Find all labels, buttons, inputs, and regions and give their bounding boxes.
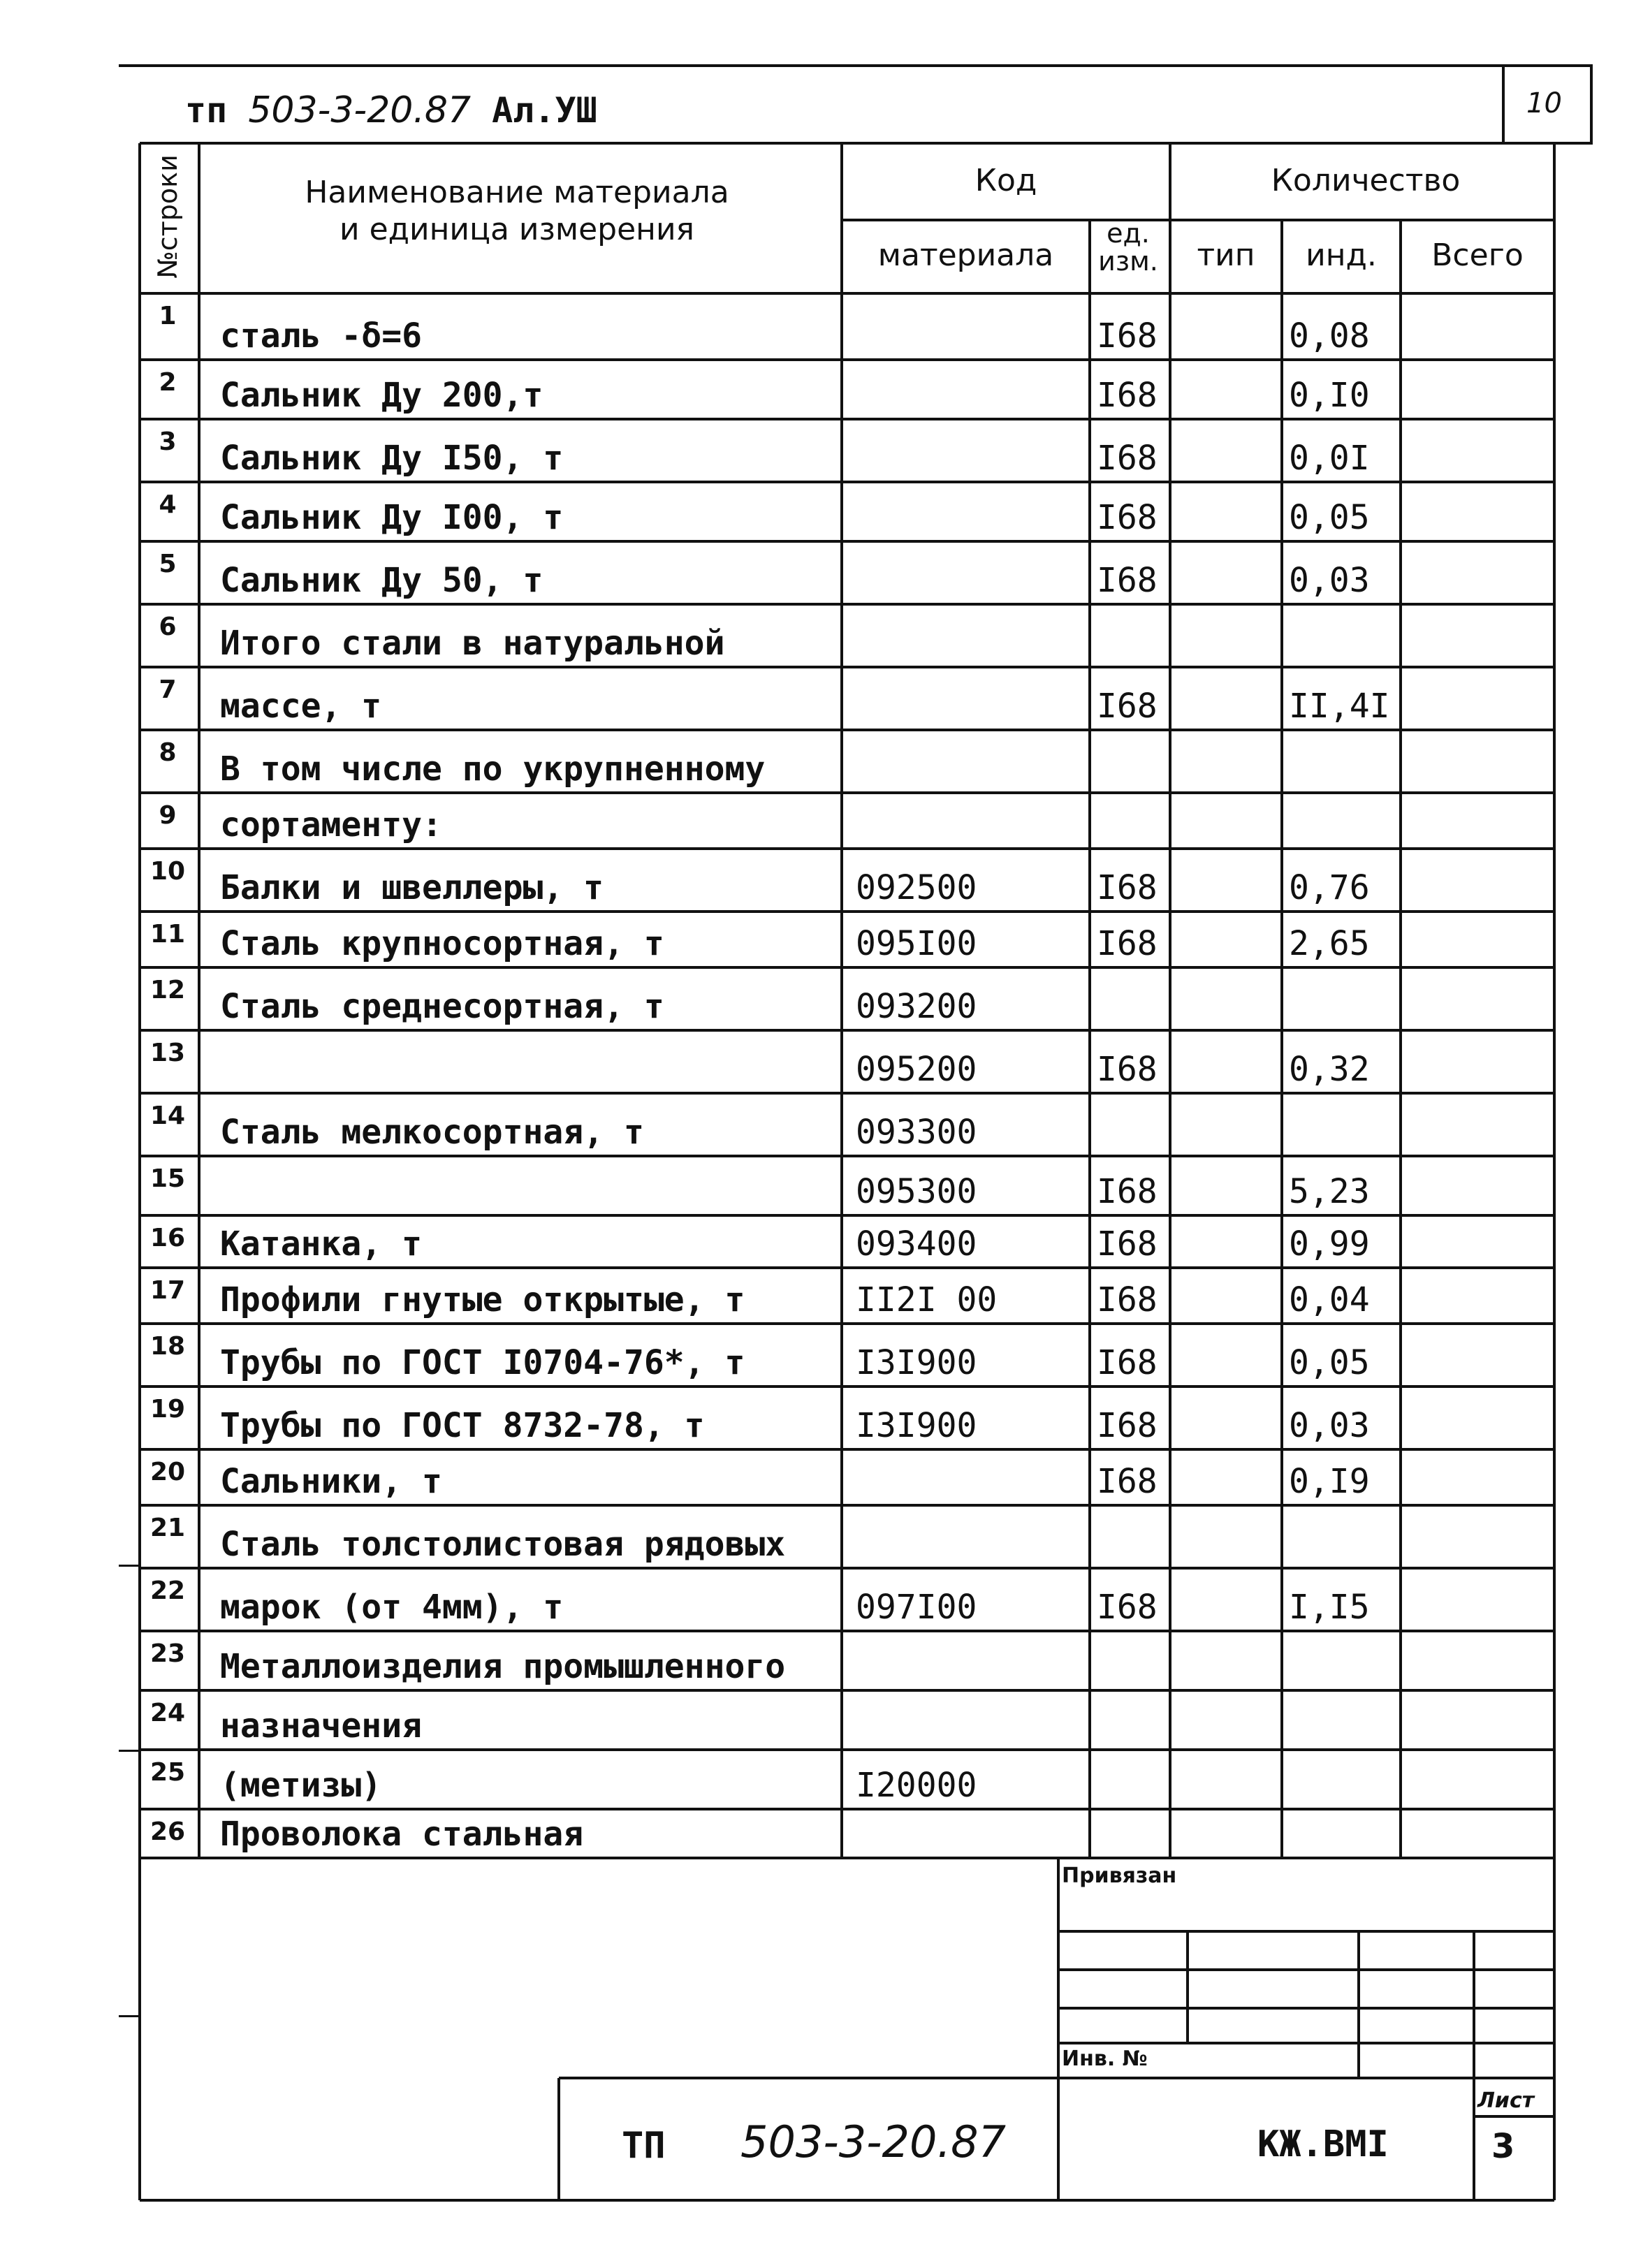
row-ind: 0,05 — [1289, 498, 1370, 537]
row-name: В том числе по укрупненному — [220, 749, 766, 789]
row-name: марок (от 4мм), т — [220, 1588, 564, 1627]
code-header: Код — [974, 163, 1037, 198]
doc-number: 503-3-20.87 — [248, 89, 472, 131]
row-ind: 0,03 — [1289, 1406, 1370, 1445]
row-unit: I68 — [1097, 561, 1158, 600]
row-code: 093200 — [856, 987, 977, 1026]
row-number: 1 — [159, 302, 177, 330]
row-number: 6 — [159, 613, 177, 641]
row-code: I20000 — [856, 1766, 977, 1805]
row-unit: I68 — [1097, 376, 1158, 415]
row-code: I3I900 — [856, 1343, 977, 1382]
sheet-number: 3 — [1491, 2127, 1515, 2166]
row-name: Сальник Ду 200,т — [220, 376, 543, 415]
row-number: 18 — [149, 1332, 186, 1361]
name-header — [210, 175, 824, 249]
row-name: Трубы по ГОСТ 8732-78, т — [220, 1406, 705, 1445]
code-material-header: материала — [877, 237, 1054, 273]
row-name: сталь -δ=6 — [220, 316, 422, 356]
name-header-line1: Наименование материала — [305, 175, 729, 210]
row-number: 23 — [149, 1639, 186, 1668]
row-number-header-text: №строки — [152, 154, 184, 279]
row-code: 095I00 — [856, 924, 977, 963]
row-unit: I68 — [1097, 1280, 1158, 1319]
row-number: 13 — [149, 1039, 186, 1067]
row-unit: I68 — [1097, 498, 1158, 537]
row-number: 16 — [149, 1224, 186, 1252]
row-name: Сталь мелкосортная, т — [220, 1113, 644, 1152]
row-name: Металлоизделия промышленного — [220, 1647, 786, 1686]
row-name: Сальник Ду I50, т — [220, 439, 564, 478]
row-number: 21 — [149, 1514, 186, 1542]
doc-suffix: Ал.УШ — [492, 90, 597, 131]
row-code: 093300 — [856, 1113, 977, 1152]
row-ind: 0,08 — [1289, 316, 1370, 356]
row-number: 19 — [149, 1395, 186, 1424]
row-unit: I68 — [1097, 1343, 1158, 1382]
row-number: 9 — [159, 801, 177, 830]
row-unit: I68 — [1097, 439, 1158, 478]
code-unit-header: ед. изм. — [1098, 218, 1158, 277]
row-number: 7 — [159, 675, 177, 704]
row-name: Балки и швеллеры, т — [220, 868, 604, 907]
row-name: Трубы по ГОСТ I0704-76*, т — [220, 1343, 745, 1382]
row-name: Проволока стальная — [220, 1815, 584, 1854]
row-number: 3 — [159, 427, 177, 456]
row-name: Сальник Ду I00, т — [220, 498, 564, 537]
row-unit: I68 — [1097, 1406, 1158, 1445]
doc-prefix: тп — [185, 90, 228, 131]
row-ind: 0,03 — [1289, 561, 1370, 600]
row-name: (метизы) — [220, 1766, 382, 1805]
row-code: 092500 — [856, 868, 977, 907]
row-unit: I68 — [1097, 1050, 1158, 1089]
row-name: Сальник Ду 50, т — [220, 561, 543, 600]
privyazan-label: Привязан — [1062, 1864, 1177, 1888]
name-header-line2: и единица измерения — [339, 211, 695, 247]
row-name: массе, т — [220, 687, 382, 726]
row-number: 22 — [149, 1576, 186, 1605]
row-number: 15 — [149, 1164, 186, 1193]
row-number: 24 — [149, 1699, 186, 1727]
row-number: 5 — [159, 550, 177, 578]
margin-mark — [119, 1750, 140, 1752]
row-ind: 0,I0 — [1289, 376, 1370, 415]
row-number: 10 — [149, 857, 186, 886]
row-name: сортаменту: — [220, 805, 442, 844]
row-number: 20 — [149, 1458, 186, 1486]
row-ind: 0,99 — [1289, 1224, 1370, 1264]
row-name: Итого стали в натуральной — [220, 624, 725, 663]
sheet-label: Лист — [1477, 2088, 1535, 2113]
row-number: 8 — [159, 738, 177, 767]
qty-header: Количество — [1271, 163, 1461, 198]
row-unit: I68 — [1097, 924, 1158, 963]
row-ind: II,4I — [1289, 687, 1390, 726]
row-code: I3I900 — [856, 1406, 977, 1445]
row-ind: 0,76 — [1289, 868, 1370, 907]
margin-mark — [119, 2015, 140, 2017]
row-ind: 0,05 — [1289, 1343, 1370, 1382]
handwritten-page-number: 10 — [1526, 87, 1562, 119]
row-number-header — [133, 143, 203, 290]
row-unit: I68 — [1097, 316, 1158, 356]
row-name: Сталь среднесортная, т — [220, 987, 664, 1026]
row-number: 12 — [149, 976, 186, 1004]
row-code: 095300 — [856, 1172, 977, 1211]
row-ind: 2,65 — [1289, 924, 1370, 963]
row-ind: 0,0I — [1289, 439, 1370, 478]
row-ind: I,I5 — [1289, 1588, 1370, 1627]
row-unit: I68 — [1097, 1172, 1158, 1211]
stamp-doc-code: КЖ.ВМI — [1257, 2123, 1389, 2165]
row-number: 2 — [159, 368, 177, 397]
margin-mark — [119, 1565, 140, 1567]
row-name: Сальники, т — [220, 1462, 442, 1501]
row-name: назначения — [220, 1706, 422, 1746]
row-unit: I68 — [1097, 687, 1158, 726]
row-number: 25 — [149, 1758, 186, 1787]
qty-total-header: Всего — [1431, 237, 1524, 273]
row-unit: I68 — [1097, 868, 1158, 907]
row-number: 4 — [159, 490, 177, 519]
row-code: II2I 00 — [856, 1280, 998, 1319]
row-ind: 5,23 — [1289, 1172, 1370, 1211]
inv-no-label: Инв. № — [1062, 2047, 1148, 2071]
row-name: Катанка, т — [220, 1224, 422, 1264]
row-number: 26 — [149, 1817, 186, 1846]
row-name: Сталь крупносортная, т — [220, 924, 664, 963]
qty-ind-header: инд. — [1306, 237, 1377, 273]
row-unit: I68 — [1097, 1224, 1158, 1264]
qty-type-header: тип — [1197, 237, 1255, 273]
stamp-doc-number: 503-3-20.87 — [740, 2116, 1007, 2167]
row-code: 097I00 — [856, 1588, 977, 1627]
row-number: 14 — [149, 1102, 186, 1130]
row-ind: 0,I9 — [1289, 1462, 1370, 1501]
row-code: 093400 — [856, 1224, 977, 1264]
row-code: 095200 — [856, 1050, 977, 1089]
row-number: 17 — [149, 1276, 186, 1305]
stamp-tp-label: ТП — [622, 2125, 666, 2167]
row-name: Сталь толстолистовая рядовых — [220, 1525, 786, 1564]
row-number: 11 — [149, 920, 186, 949]
row-ind: 0,04 — [1289, 1280, 1370, 1319]
row-unit: I68 — [1097, 1462, 1158, 1501]
row-name: Профили гнутые открытые, т — [220, 1280, 745, 1319]
row-unit: I68 — [1097, 1588, 1158, 1627]
row-ind: 0,32 — [1289, 1050, 1370, 1089]
